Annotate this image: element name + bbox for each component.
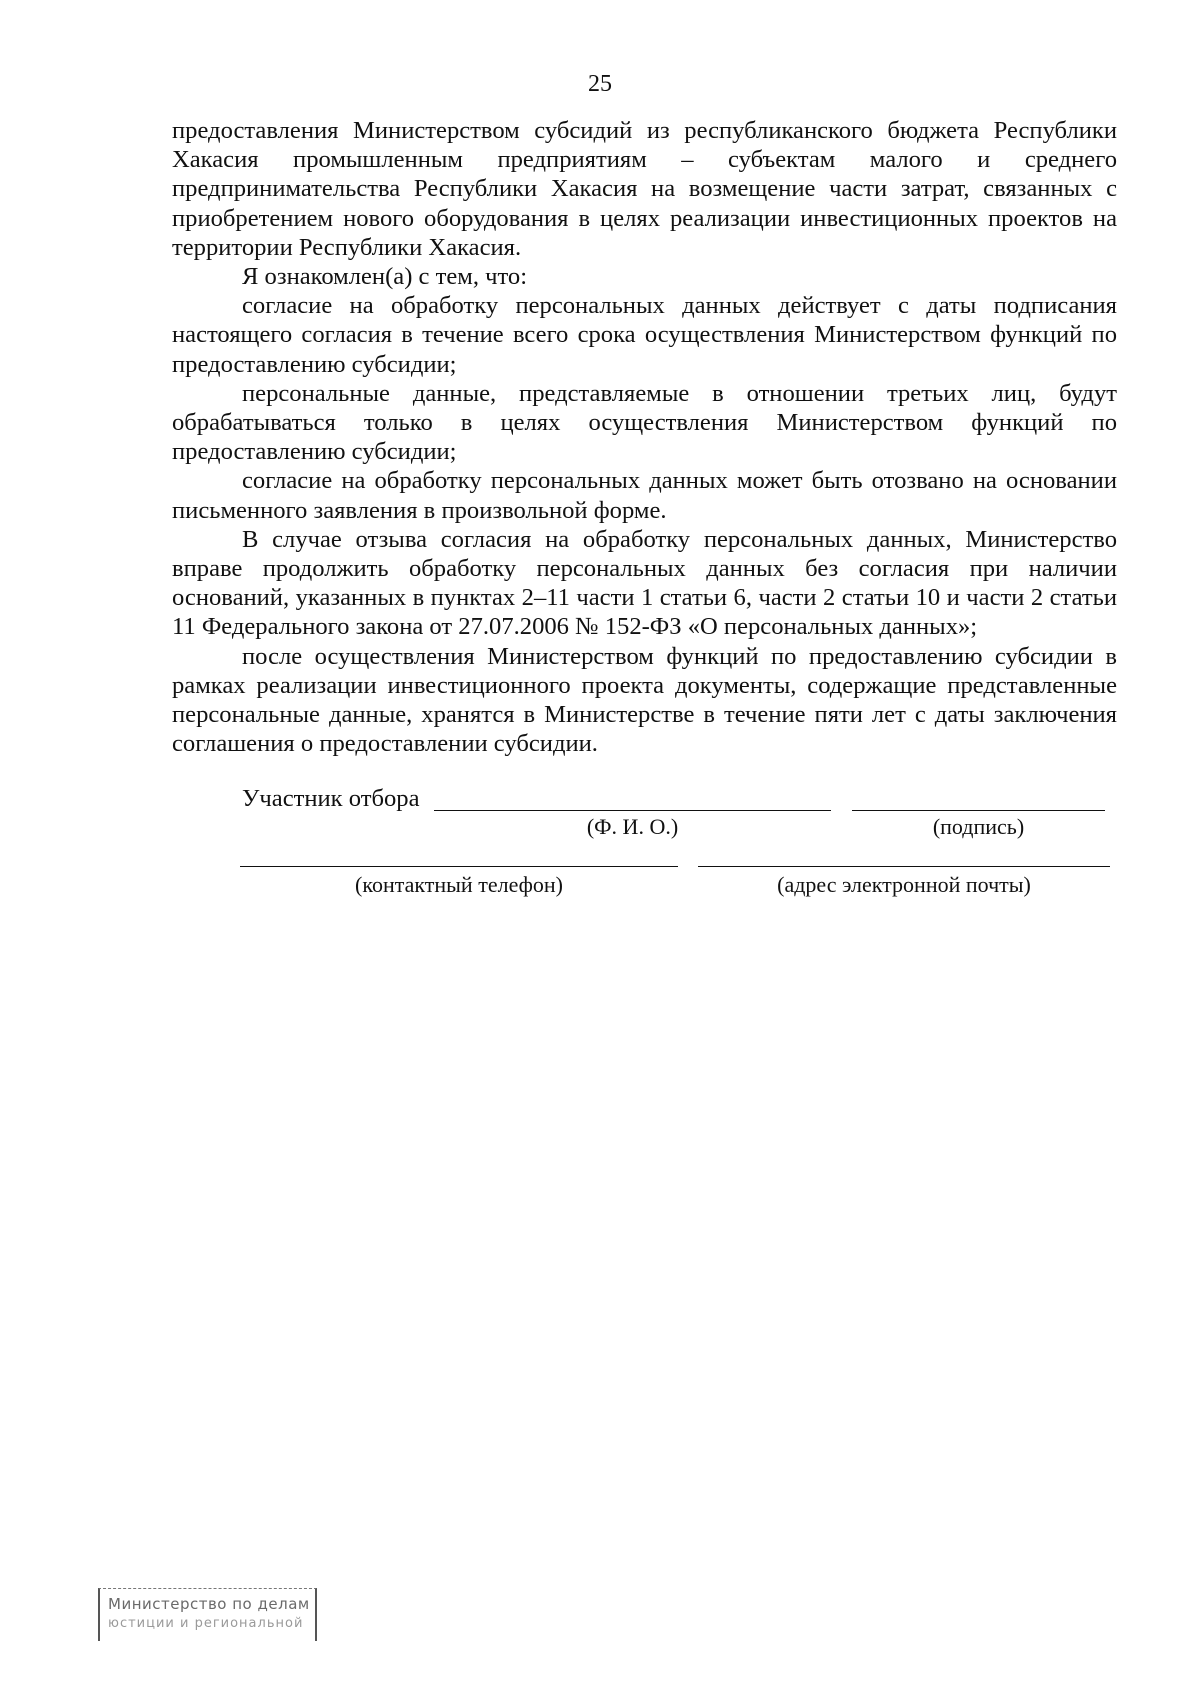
registration-stamp [98,1588,317,1641]
paragraph-7: после осуществления Министерством функций по предоставлению субсидии в рамках реализации инвестиционного проекта документы, содержащие представленные персональные данные, хранятся в Министерстве в течение пяти лет с даты заключения соглашения о предоставлении субсидии. [172,642,1117,758]
stamp-line-2: юстиции и региональной [108,1616,304,1631]
paragraph-3: согласие на обработку персональных данных действует с даты подписания настоящего согласия в течение всего срока осуществления Министерством функций по предоставлению субсидии; [172,292,1117,378]
phone-caption: (контактный телефон) [355,872,563,897]
fio-line [434,810,831,811]
paragraph-5: согласие на обработку персональных данных может быть отозвано на основании письменного заявления в произвольной форме. [172,467,1117,524]
email-line [698,866,1110,867]
document-body [172,116,1117,758]
phone-line [240,866,678,867]
fio-caption: (Ф. И. О.) [586,814,679,839]
participant-label: Участник отбора [242,785,420,812]
signature-caption: (подпись) [932,814,1025,839]
stamp-line-1: Министерство по делам [108,1595,310,1613]
email-caption: (адрес электронной почты) [777,872,1031,897]
paragraph-6: В случае отзыва согласия на обработку персональных данных, Министерство вправе продолжить обработку персональных данных без согласия при наличии оснований, указанных в пунктах 2–11 части 1 статьи 6, части 2 статьи 10 и части 2 статьи 11 Федерального закона от 27.07.2006 № 152-ФЗ «О персональных данных»; [172,525,1117,641]
page-number: 25 [588,71,612,97]
paragraph-1: предоставления Министерством субсидий из республиканского бюджета Республики Хакасия промышленным предприятиям – субъектам малого и среднего предпринимательства Республики Хакасия на возмещение части затрат, связанных с приобретением нового оборудования в целях реализации инвестиционных проектов на территории Республики Хакасия. [172,117,1117,261]
paragraph-2: Я ознакомлен(а) с тем, что: [242,263,528,291]
paragraph-4: персональные данные, представляемые в отношении третьих лиц, будут обрабатываться только в целях осуществления Министерством функций по предоставлению субсидии; [172,379,1117,466]
signature-block [172,784,1117,897]
signature-line [852,810,1105,811]
